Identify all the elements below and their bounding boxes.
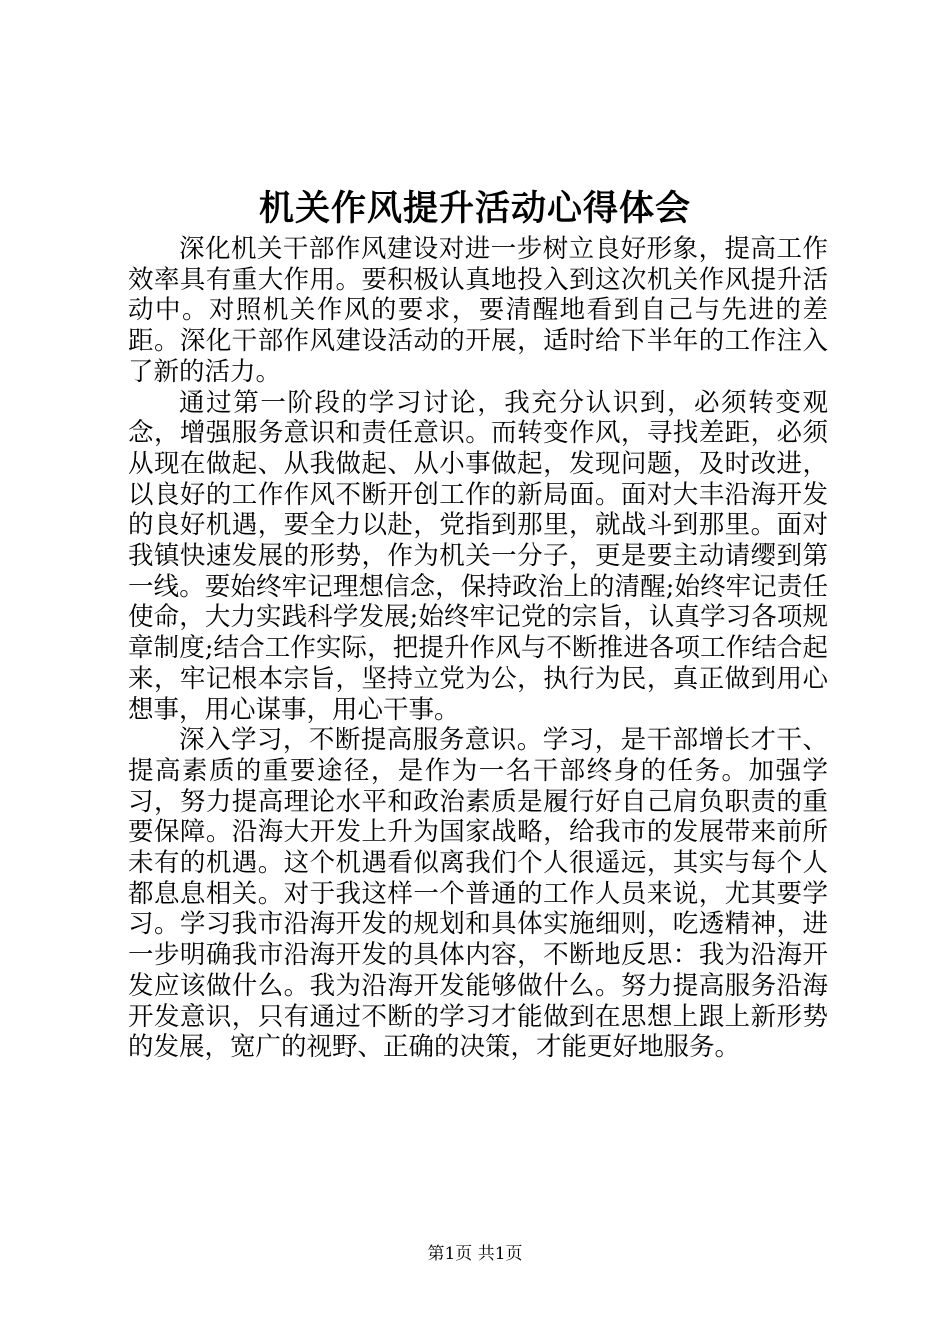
paragraph-3: 深入学习，不断提高服务意识。学习，是干部增长才干、提高素质的重要途径，是作为一名干部终身的任务。加强学习，努力提高理论水平和政治素质是履行好自己肩负职责的重要保障。沿海大开发上升为国家战略，给我市的发展带来前所未有的机遇。这个机遇看似离我们个人很遥远，其实与每个人都息息相关。对于我这样一个普通的工作人员来说，尤其要学习。学习我市沿海开发的规划和具体实施细则，吃透精神，进一步明确我市沿海开发的具体内容，不断地反思：我为沿海开发应该做什么。我为沿海开发能够做什么。努力提高服务沿海开发意识，只有通过不断的学习才能做到在思想上跟上新形势的发展，宽广的视野、正确的决策，才能更好地服务。 bbox=[128, 725, 828, 1063]
document-body bbox=[128, 234, 828, 1063]
document-title: 机关作风提升活动心得体会 bbox=[258, 188, 691, 229]
paragraph-1: 深化机关干部作风建设对进一步树立良好形象，提高工作效率具有重大作用。要积极认真地投入到这次机关作风提升活动中。对照机关作风的要求，要清醒地看到自己与先进的差距。深化干部作风建设活动的开展，适时给下半年的工作注入了新的活力。 bbox=[128, 234, 828, 387]
paragraph-2: 通过第一阶段的学习讨论，我充分认识到，必须转变观念，增强服务意识和责任意识。而转变作风，寻找差距，必须从现在做起、从我做起、从小事做起，发现问题，及时改进，以良好的工作作风不断开创工作的新局面。面对大丰沿海开发的良好机遇，要全力以赴，党指到那里，就战斗到那里。面对我镇快速发展的形势，作为机关一分子，更是要主动请缨到第一线。要始终牢记理想信念，保持政治上的清醒;始终牢记责任使命，大力实践科学发展;始终牢记党的宗旨，认真学习各项规章制度;结合工作实际，把提升作风与不断推进各项工作结合起来，牢记根本宗旨，坚持立党为公，执行为民，真正做到用心想事，用心谋事，用心干事。 bbox=[128, 387, 828, 725]
page-footer: 第1页 共1页 bbox=[427, 1244, 523, 1264]
